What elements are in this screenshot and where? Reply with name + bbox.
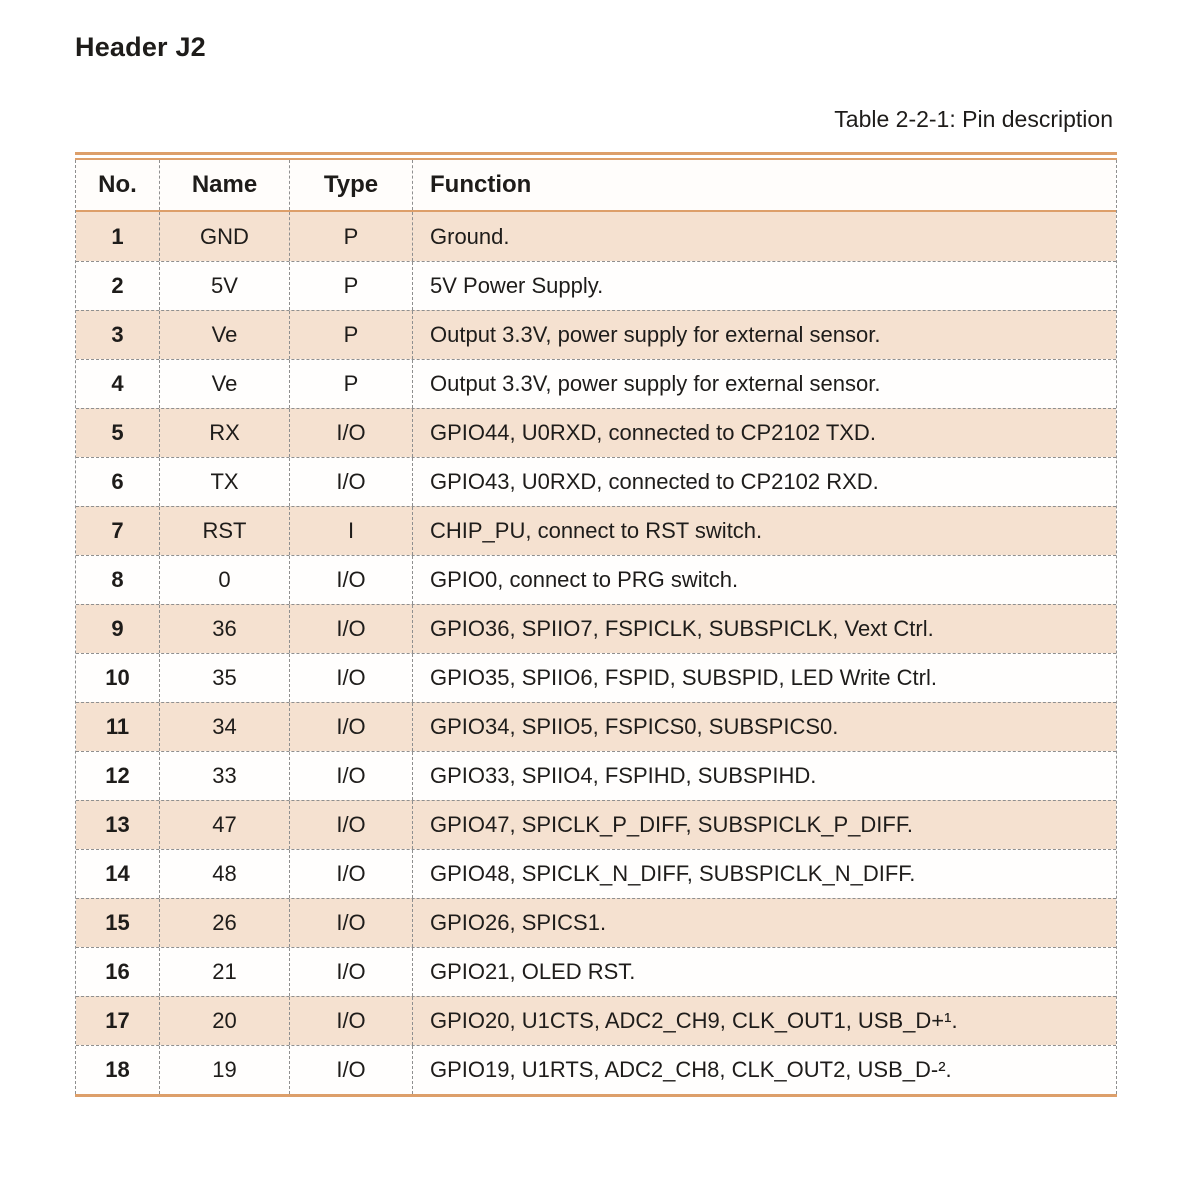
cell-name: 48 [159,850,289,898]
cell-no: 16 [105,959,130,984]
cell-no: 1 [111,223,124,249]
cell-type: I/O [289,801,412,849]
cell-function: Ground. [412,212,1116,261]
cell-function: CHIP_PU, connect to RST switch. [412,507,1116,555]
cell-type: P [289,262,412,310]
table-row [76,947,1116,996]
cell-type: I/O [289,899,412,947]
cell-no: 2 [111,273,124,298]
cell-name: RST [159,507,289,555]
cell-type: P [289,360,412,408]
cell-function: GPIO20, U1CTS, ADC2_CH9, CLK_OUT1, USB_D+¹. [412,997,1116,1045]
cell-name: 21 [159,948,289,996]
cell-function: GPIO33, SPIIO4, FSPIHD, SUBSPIHD. [412,752,1116,800]
page-title: Header J2 [75,32,206,62]
cell-function: Output 3.3V, power supply for external sensor. [412,311,1116,359]
cell-no: 14 [105,861,130,886]
cell-no: 7 [111,518,124,543]
cell-name: 33 [159,752,289,800]
cell-name: 26 [159,899,289,947]
cell-name: 0 [159,556,289,604]
column-header-type: Type [289,160,412,210]
cell-name: RX [159,409,289,457]
table-row [76,751,1116,800]
table-grid [75,160,1117,1094]
cell-no: 17 [105,1008,130,1033]
cell-type: I/O [289,948,412,996]
cell-no: 3 [111,322,124,347]
table-row [76,849,1116,898]
cell-no: 4 [111,371,124,396]
cell-no: 9 [111,616,124,641]
cell-name: Ve [159,311,289,359]
cell-name: 36 [159,605,289,653]
table-row [76,604,1116,653]
cell-type: I/O [289,1046,412,1094]
table-row [76,800,1116,849]
cell-function: 5V Power Supply. [412,262,1116,310]
cell-no: 18 [105,1057,130,1082]
table-row [76,457,1116,506]
cell-type: I/O [289,409,412,457]
table-caption: Table 2-2-1: Pin description [834,106,1113,132]
cell-type: P [289,311,412,359]
table-row [76,702,1116,751]
cell-no: 8 [111,567,124,592]
cell-type: I/O [289,654,412,702]
table-row [76,506,1116,555]
cell-function: GPIO34, SPIIO5, FSPICS0, SUBSPICS0. [412,703,1116,751]
cell-type: I/O [289,605,412,653]
cell-function: GPIO48, SPICLK_N_DIFF, SUBSPICLK_N_DIFF. [412,850,1116,898]
table-row [76,310,1116,359]
cell-name: GND [159,212,289,261]
column-header-name: Name [159,160,289,210]
cell-function: GPIO35, SPIIO6, FSPID, SUBSPID, LED Write Ctrl. [412,654,1116,702]
cell-function: GPIO47, SPICLK_P_DIFF, SUBSPICLK_P_DIFF. [412,801,1116,849]
cell-no: 11 [105,714,130,739]
cell-type: I/O [289,703,412,751]
table-row [76,1045,1116,1094]
cell-name: Ve [159,360,289,408]
cell-type: I [289,507,412,555]
cell-name: 34 [159,703,289,751]
cell-name: 47 [159,801,289,849]
cell-type: I/O [289,458,412,506]
cell-name: 19 [159,1046,289,1094]
cell-type: P [289,212,412,261]
table-row [76,898,1116,947]
cell-type: I/O [289,556,412,604]
cell-name: TX [159,458,289,506]
cell-no: 5 [111,420,124,445]
pin-description-table [75,152,1117,1097]
cell-no: 6 [111,469,124,494]
cell-no: 13 [105,812,130,837]
cell-function: GPIO0, connect to PRG switch. [412,556,1116,604]
table-row [76,408,1116,457]
cell-function: Output 3.3V, power supply for external sensor. [412,360,1116,408]
cell-function: GPIO43, U0RXD, connected to CP2102 RXD. [412,458,1116,506]
cell-no: 10 [105,665,130,690]
table-row [76,996,1116,1045]
cell-function: GPIO36, SPIIO7, FSPICLK, SUBSPICLK, Vext Ctrl. [412,605,1116,653]
cell-no: 12 [105,763,130,788]
cell-type: I/O [289,850,412,898]
table-row [76,653,1116,702]
table-row [76,359,1116,408]
table-header-row [76,160,1116,210]
column-header-no: No. [98,171,137,198]
cell-function: GPIO21, OLED RST. [412,948,1116,996]
cell-function: GPIO26, SPICS1. [412,899,1116,947]
table-bottom-border [75,1094,1117,1097]
table-row [76,212,1116,261]
cell-function: GPIO19, U1RTS, ADC2_CH8, CLK_OUT2, USB_D-². [412,1046,1116,1094]
table-row [76,555,1116,604]
column-header-function: Function [412,160,1116,210]
table-row [76,261,1116,310]
cell-name: 35 [159,654,289,702]
cell-name: 20 [159,997,289,1045]
table-body [76,212,1116,1094]
cell-type: I/O [289,997,412,1045]
cell-name: 5V [159,262,289,310]
cell-function: GPIO44, U0RXD, connected to CP2102 TXD. [412,409,1116,457]
cell-no: 15 [105,910,130,935]
cell-type: I/O [289,752,412,800]
